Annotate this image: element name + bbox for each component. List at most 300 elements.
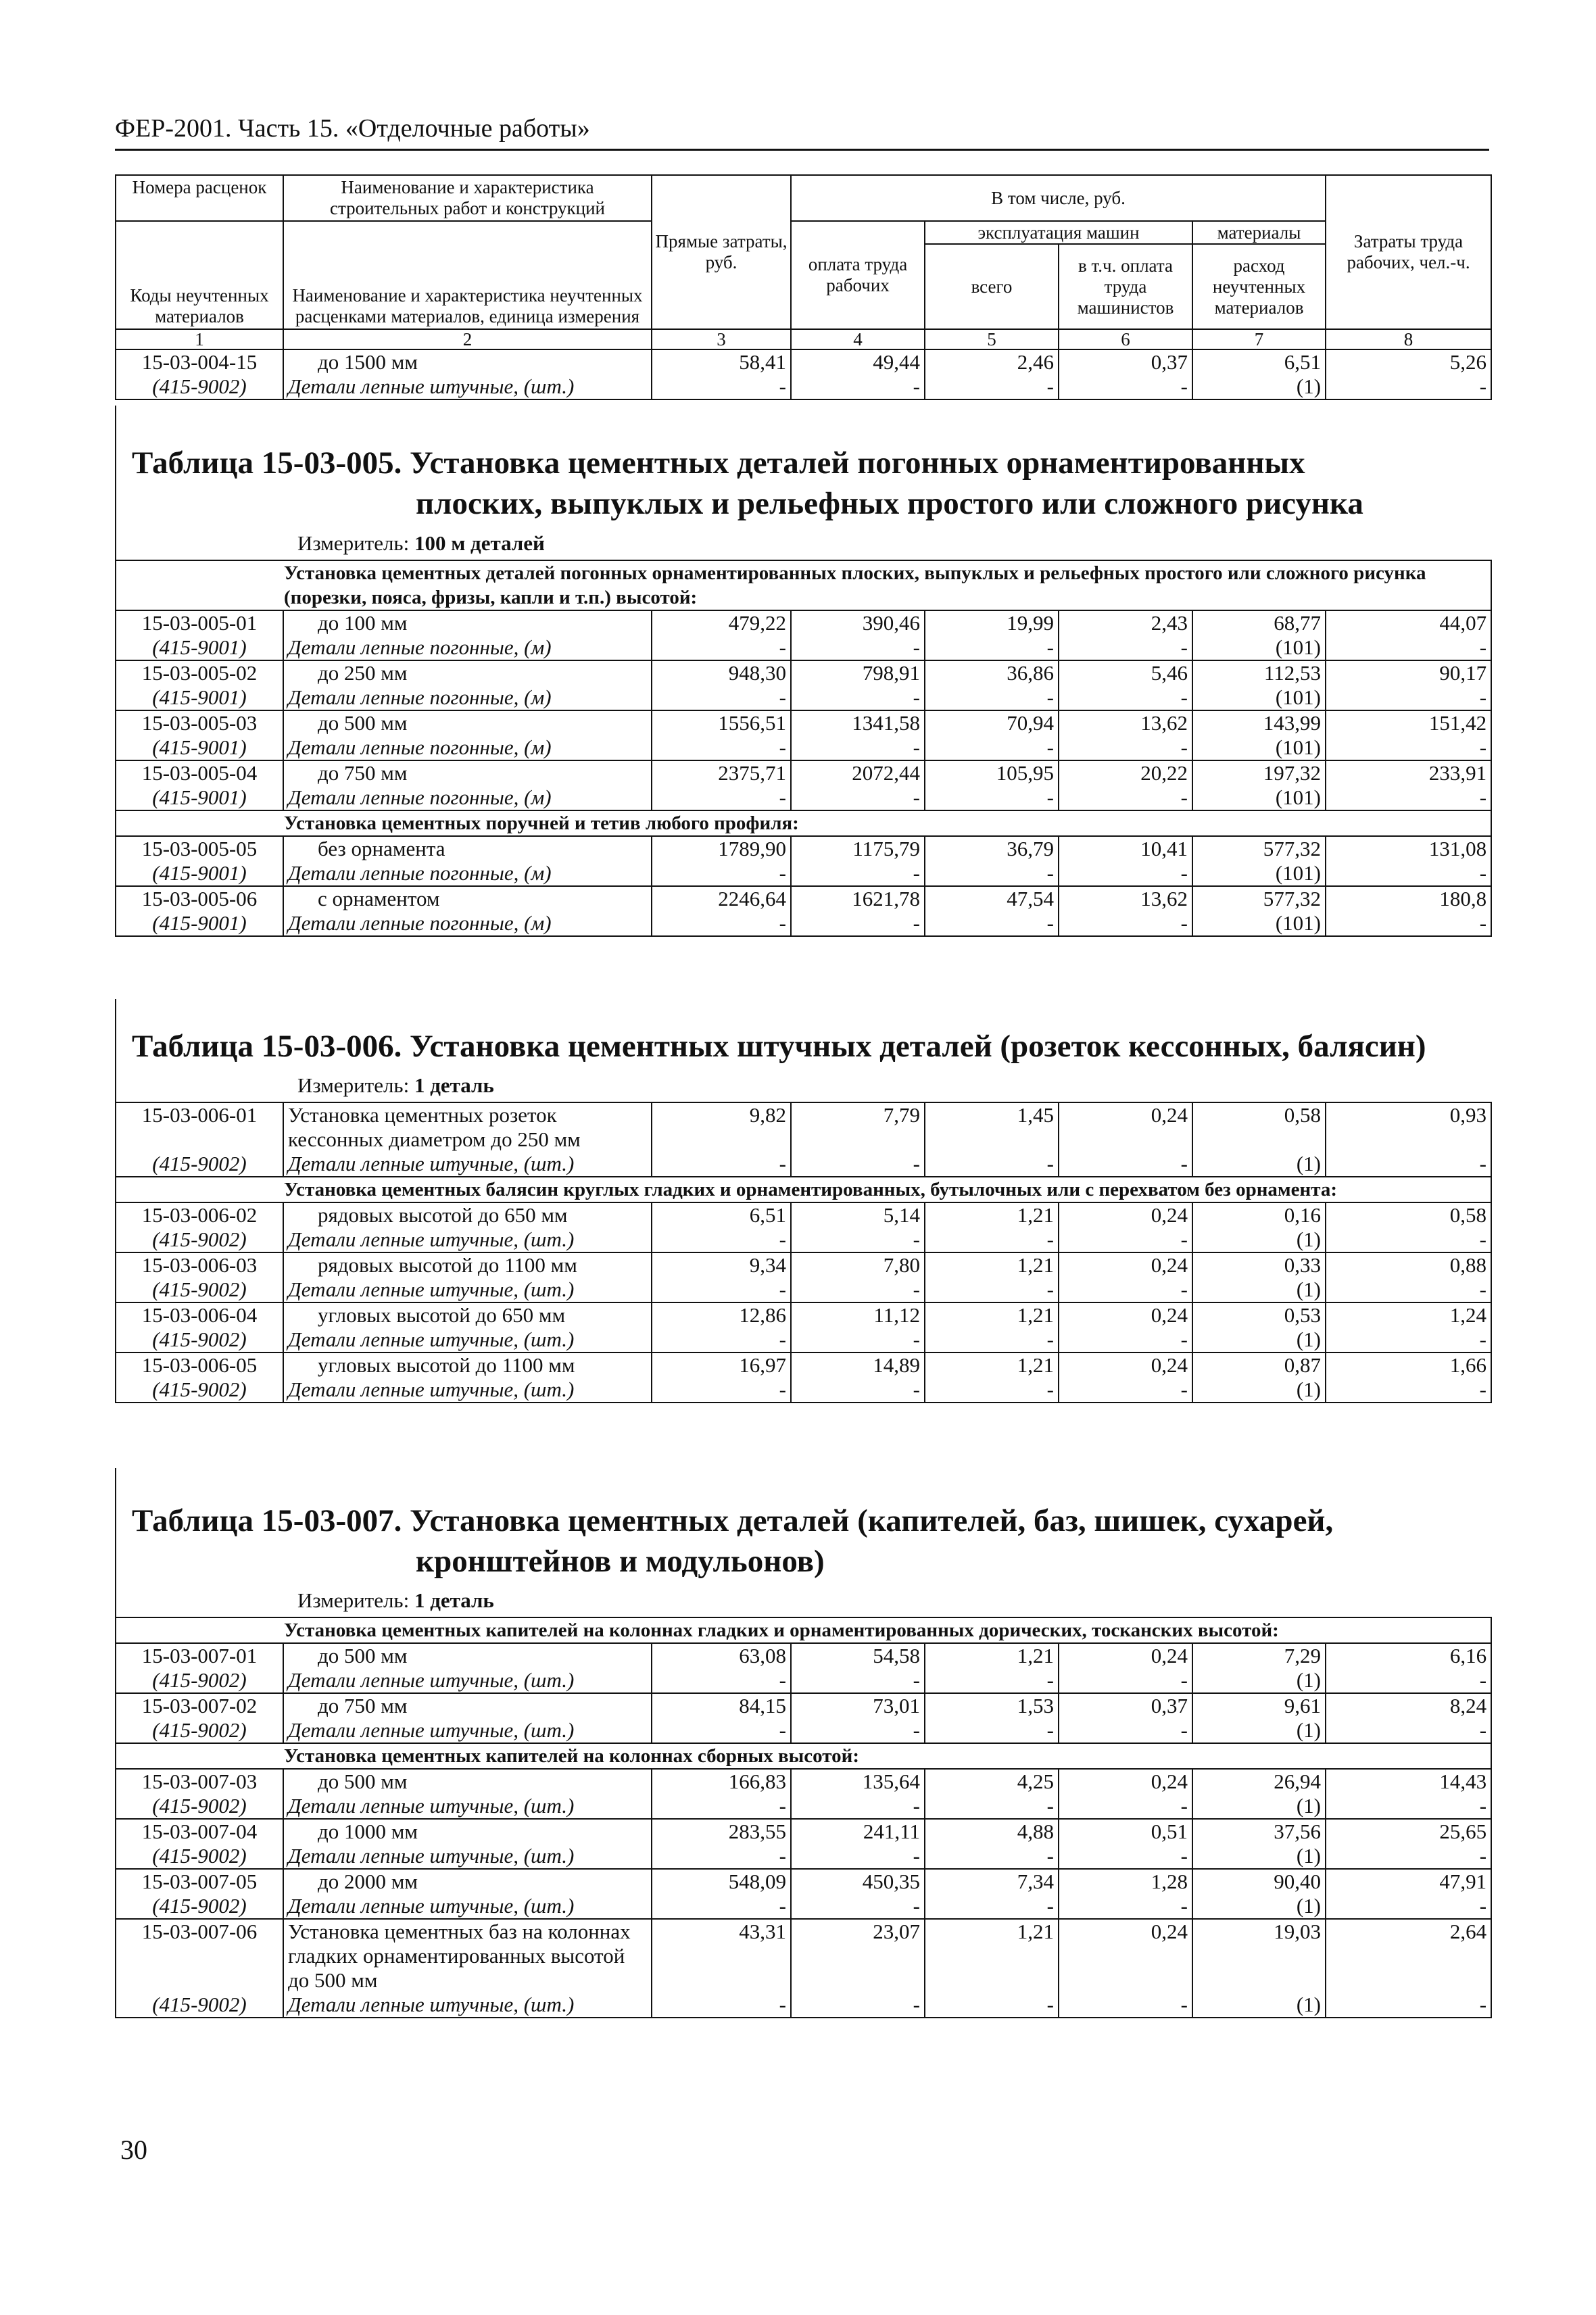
table-row xyxy=(116,886,1491,911)
column-number: 7 xyxy=(1192,329,1326,349)
value-cell: 548,09 xyxy=(652,1869,791,1894)
rate-code: 15-03-007-03 xyxy=(116,1769,283,1794)
material-value-cell: - xyxy=(1059,1993,1192,2018)
material-value-cell: - xyxy=(1059,1894,1192,1919)
material-name: Детали лепные штучные, (шт.) xyxy=(283,1993,652,2018)
value-cell: 0,87 xyxy=(1192,1353,1326,1378)
value-cell: 9,34 xyxy=(652,1252,791,1277)
frame-left-2 xyxy=(115,999,116,1102)
rate-code: 15-03-005-05 xyxy=(116,836,283,861)
value-cell: 11,12 xyxy=(791,1302,925,1327)
table-row xyxy=(116,836,1491,861)
material-value-cell: - xyxy=(1059,635,1192,660)
material-value-cell: - xyxy=(1326,1227,1491,1252)
value-cell: 135,64 xyxy=(791,1769,925,1794)
material-value-cell: - xyxy=(1326,1844,1491,1869)
material-value-cell: - xyxy=(1326,861,1491,886)
header-rule xyxy=(115,149,1489,151)
table-row xyxy=(116,1252,1491,1277)
rate-code: 15-03-005-02 xyxy=(116,660,283,685)
material-name: Детали лепные штучные, (шт.) xyxy=(283,1152,652,1177)
material-value-cell: - xyxy=(791,374,925,399)
table-title-005-line2: плоских, выпуклых и рельефных простого или сложного рисунка xyxy=(416,486,1363,521)
value-cell: 14,89 xyxy=(791,1353,925,1378)
value-cell: 1556,51 xyxy=(652,710,791,735)
table-row xyxy=(116,760,1491,785)
work-name: до 500 мм xyxy=(283,1643,652,1668)
col-header-material-usage: расход неучтенных материалов xyxy=(1192,244,1326,329)
value-cell: 1,21 xyxy=(925,1252,1059,1277)
material-value-cell: - xyxy=(652,1152,791,1177)
material-value-cell: - xyxy=(1326,635,1491,660)
material-value-cell: - xyxy=(791,861,925,886)
material-value-cell: - xyxy=(1059,1152,1192,1177)
material-value-cell: - xyxy=(652,1794,791,1819)
column-number: 2 xyxy=(283,329,652,349)
table-row xyxy=(116,610,1491,635)
value-cell: 47,91 xyxy=(1326,1869,1491,1894)
material-value-cell: - xyxy=(925,1894,1059,1919)
material-value-cell: - xyxy=(791,785,925,810)
work-name: до 500 мм xyxy=(283,1769,652,1794)
value-cell: 2,64 xyxy=(1326,1919,1491,1993)
value-cell: 2072,44 xyxy=(791,760,925,785)
value-cell: 8,24 xyxy=(1326,1693,1491,1718)
material-value-cell: - xyxy=(1326,374,1491,399)
subheading-row xyxy=(116,1177,1491,1202)
table-title-005 xyxy=(132,443,1363,524)
material-value-cell: (1) xyxy=(1192,1277,1326,1302)
material-name: Детали лепные погонные, (м) xyxy=(283,785,652,810)
value-cell: 68,77 xyxy=(1192,610,1326,635)
rate-code: 15-03-006-02 xyxy=(116,1202,283,1227)
table-row xyxy=(116,660,1491,685)
material-value-cell: - xyxy=(925,911,1059,936)
table-row xyxy=(116,1643,1491,1668)
material-row xyxy=(116,685,1491,710)
material-row xyxy=(116,1378,1491,1403)
rate-code: 15-03-004-15 xyxy=(116,349,283,374)
material-value-cell: - xyxy=(652,1227,791,1252)
material-value-cell: (1) xyxy=(1192,1993,1326,2018)
material-value-cell: - xyxy=(652,911,791,936)
table-title-007-line2: кронштейнов и модульонов) xyxy=(416,1544,825,1579)
col-header-wages: оплата труда рабочих xyxy=(791,221,925,329)
material-name: Детали лепные погонные, (м) xyxy=(283,635,652,660)
value-cell: 7,29 xyxy=(1192,1643,1326,1668)
column-number: 1 xyxy=(116,329,283,349)
measure-value: 100 м деталей xyxy=(414,531,545,555)
value-cell: 166,83 xyxy=(652,1769,791,1794)
material-row xyxy=(116,1844,1491,1869)
material-value-cell: - xyxy=(1059,735,1192,760)
material-code: (415-9002) xyxy=(116,1894,283,1919)
column-number: 3 xyxy=(652,329,791,349)
material-value-cell: - xyxy=(652,735,791,760)
table-006 xyxy=(115,1102,1492,1403)
col-header-operator-wages: в т.ч. оплата труда машинистов xyxy=(1059,244,1192,329)
value-cell: 1341,58 xyxy=(791,710,925,735)
material-value-cell: - xyxy=(791,685,925,710)
material-value-cell: - xyxy=(791,1844,925,1869)
col-header-material-codes: Коды неучтенных материалов xyxy=(116,221,283,329)
table-row xyxy=(116,1353,1491,1378)
material-code: (415-9002) xyxy=(116,1668,283,1693)
material-value-cell: (1) xyxy=(1192,1327,1326,1353)
value-cell: 47,54 xyxy=(925,886,1059,911)
material-value-cell: - xyxy=(652,1668,791,1693)
value-cell: 7,80 xyxy=(791,1252,925,1277)
material-name: Детали лепные штучные, (шт.) xyxy=(283,1894,652,1919)
value-cell: 0,58 xyxy=(1326,1202,1491,1227)
material-value-cell: - xyxy=(652,861,791,886)
material-row xyxy=(116,911,1491,936)
value-cell: 450,35 xyxy=(791,1869,925,1894)
value-cell: 20,22 xyxy=(1059,760,1192,785)
material-value-cell: - xyxy=(791,1378,925,1403)
material-value-cell: - xyxy=(1326,911,1491,936)
material-row xyxy=(116,785,1491,810)
work-name: до 500 мм xyxy=(283,710,652,735)
value-cell: 54,58 xyxy=(791,1643,925,1668)
page-header: ФЕР-2001. Часть 15. «Отделочные работы» xyxy=(115,114,590,143)
value-cell: 577,32 xyxy=(1192,836,1326,861)
material-value-cell: - xyxy=(791,1152,925,1177)
material-value-cell: (101) xyxy=(1192,911,1326,936)
column-number: 5 xyxy=(925,329,1059,349)
material-row xyxy=(116,1152,1491,1177)
value-cell: 7,34 xyxy=(925,1869,1059,1894)
material-name: Детали лепные штучные, (шт.) xyxy=(283,1718,652,1743)
material-value-cell: - xyxy=(925,374,1059,399)
material-value-cell: - xyxy=(1326,1894,1491,1919)
material-value-cell: - xyxy=(925,1227,1059,1252)
measure-007 xyxy=(297,1588,494,1613)
material-value-cell: - xyxy=(652,1378,791,1403)
work-name: рядовых высотой до 650 мм xyxy=(283,1202,652,1227)
value-cell: 16,97 xyxy=(652,1353,791,1378)
work-name: до 2000 мм xyxy=(283,1869,652,1894)
value-cell: 112,53 xyxy=(1192,660,1326,685)
material-code: (415-9001) xyxy=(116,635,283,660)
value-cell: 13,62 xyxy=(1059,886,1192,911)
work-name: до 1000 мм xyxy=(283,1819,652,1844)
material-value-cell: (101) xyxy=(1192,685,1326,710)
material-value-cell: - xyxy=(791,735,925,760)
value-cell: 131,08 xyxy=(1326,836,1491,861)
measure-value: 1 деталь xyxy=(414,1073,494,1097)
value-cell: 948,30 xyxy=(652,660,791,685)
material-value-cell: - xyxy=(791,1668,925,1693)
rate-code: 15-03-006-01 xyxy=(116,1102,283,1152)
rate-code: 15-03-006-05 xyxy=(116,1353,283,1378)
material-value-cell: - xyxy=(925,1277,1059,1302)
material-value-cell: - xyxy=(1059,861,1192,886)
work-name: без орнамента xyxy=(283,836,652,861)
material-value-cell: - xyxy=(1326,735,1491,760)
value-cell: 63,08 xyxy=(652,1643,791,1668)
material-value-cell: (1) xyxy=(1192,1894,1326,1919)
col-header-codes: Номера расценок xyxy=(116,175,283,221)
rate-code: 15-03-006-03 xyxy=(116,1252,283,1277)
value-cell: 26,94 xyxy=(1192,1769,1326,1794)
value-cell: 1621,78 xyxy=(791,886,925,911)
value-cell: 180,8 xyxy=(1326,886,1491,911)
rate-code: 15-03-006-04 xyxy=(116,1302,283,1327)
material-code: (415-9002) xyxy=(116,1277,283,1302)
value-cell: 10,41 xyxy=(1059,836,1192,861)
subheading: Установка цементных балясин круглых гладких и орнаментированных, бутылочных или с перехватом без орнамента: xyxy=(116,1177,1491,1202)
value-cell: 0,24 xyxy=(1059,1919,1192,1993)
subheading: Установка цементных капителей на колоннах сборных высотой: xyxy=(116,1743,1491,1769)
material-code: (415-9001) xyxy=(116,785,283,810)
value-cell: 197,32 xyxy=(1192,760,1326,785)
value-cell: 2,43 xyxy=(1059,610,1192,635)
material-value-cell: - xyxy=(1059,685,1192,710)
value-cell: 798,91 xyxy=(791,660,925,685)
material-value-cell: (1) xyxy=(1192,1794,1326,1819)
material-value-cell: - xyxy=(1059,1794,1192,1819)
subheading: Установка цементных деталей погонных орнаментированных плоских, выпуклых и рельефных простого или сложного рисунка (порезки, пояса, фризы, капли и т.п.) высотой: xyxy=(116,560,1491,610)
value-cell: 5,26 xyxy=(1326,349,1491,374)
value-cell: 37,56 xyxy=(1192,1819,1326,1844)
value-cell: 6,51 xyxy=(652,1202,791,1227)
material-value-cell: - xyxy=(791,911,925,936)
value-cell: 1,21 xyxy=(925,1643,1059,1668)
value-cell: 241,11 xyxy=(791,1819,925,1844)
material-value-cell: (1) xyxy=(1192,1152,1326,1177)
material-value-cell: - xyxy=(925,1993,1059,2018)
work-name: угловых высотой до 1100 мм xyxy=(283,1353,652,1378)
rate-code: 15-03-007-06 xyxy=(116,1919,283,1993)
value-cell: 1,21 xyxy=(925,1202,1059,1227)
material-name: Детали лепные штучные, (шт.) xyxy=(283,374,652,399)
value-cell: 7,79 xyxy=(791,1102,925,1152)
value-cell: 13,62 xyxy=(1059,710,1192,735)
measure-label: Измеритель: xyxy=(297,1073,410,1097)
material-row xyxy=(116,635,1491,660)
table-title-007 xyxy=(132,1501,1333,1582)
table-row xyxy=(116,1869,1491,1894)
value-cell: 105,95 xyxy=(925,760,1059,785)
measure-005 xyxy=(297,531,545,556)
value-cell: 0,58 xyxy=(1192,1102,1326,1152)
material-value-cell: - xyxy=(791,1227,925,1252)
material-value-cell: - xyxy=(1059,1844,1192,1869)
material-value-cell: - xyxy=(652,1844,791,1869)
value-cell: 1,21 xyxy=(925,1302,1059,1327)
material-value-cell: (101) xyxy=(1192,735,1326,760)
material-value-cell: - xyxy=(1059,1378,1192,1403)
value-cell: 0,24 xyxy=(1059,1353,1192,1378)
rate-code: 15-03-007-01 xyxy=(116,1643,283,1668)
value-cell: 5,46 xyxy=(1059,660,1192,685)
header-table xyxy=(115,174,1492,400)
column-number: 8 xyxy=(1326,329,1491,349)
value-cell: 479,22 xyxy=(652,610,791,635)
value-cell: 0,37 xyxy=(1059,1693,1192,1718)
material-row xyxy=(116,1794,1491,1819)
value-cell: 143,99 xyxy=(1192,710,1326,735)
value-cell: 9,82 xyxy=(652,1102,791,1152)
value-cell: 2246,64 xyxy=(652,886,791,911)
material-code: (415-9002) xyxy=(116,1993,283,2018)
material-name: Детали лепные штучные, (шт.) xyxy=(283,1378,652,1403)
column-number: 4 xyxy=(791,329,925,349)
column-number: 6 xyxy=(1059,329,1192,349)
material-value-cell: - xyxy=(925,1844,1059,1869)
work-name: до 1500 мм xyxy=(283,349,652,374)
material-value-cell: - xyxy=(1059,1227,1192,1252)
material-value-cell: - xyxy=(925,1718,1059,1743)
value-cell: 14,43 xyxy=(1326,1769,1491,1794)
material-code: (415-9002) xyxy=(116,1227,283,1252)
col-header-direct-costs: Прямые затраты, руб. xyxy=(652,175,791,329)
material-row xyxy=(116,1327,1491,1353)
material-code: (415-9001) xyxy=(116,685,283,710)
value-cell: 36,79 xyxy=(925,836,1059,861)
value-cell: 12,86 xyxy=(652,1302,791,1327)
measure-label: Измеритель: xyxy=(297,1588,410,1612)
rate-code: 15-03-007-02 xyxy=(116,1693,283,1718)
rate-code: 15-03-005-04 xyxy=(116,760,283,785)
page-number: 30 xyxy=(120,2135,147,2165)
value-cell: 1,24 xyxy=(1326,1302,1491,1327)
measure-label: Измеритель: xyxy=(297,531,410,555)
material-value-cell: - xyxy=(652,374,791,399)
value-cell: 0,16 xyxy=(1192,1202,1326,1227)
value-cell: 0,51 xyxy=(1059,1819,1192,1844)
material-value-cell: (1) xyxy=(1192,374,1326,399)
value-cell: 390,46 xyxy=(791,610,925,635)
subheading: Установка цементных поручней и тетив любого профиля: xyxy=(116,810,1491,836)
value-cell: 9,61 xyxy=(1192,1693,1326,1718)
material-value-cell: - xyxy=(791,1894,925,1919)
col-header-material-names: Наименование и характеристика неучтенных расценками материалов, единица измерения xyxy=(283,221,652,329)
col-header-name: Наименование и характеристика строительных работ и конструкций xyxy=(283,175,652,221)
material-value-cell: (101) xyxy=(1192,785,1326,810)
value-cell: 0,88 xyxy=(1326,1252,1491,1277)
table-title-005-line1: Таблица 15-03-005. Установка цементных деталей погонных орнаментированных xyxy=(132,445,1305,481)
material-name: Детали лепные штучные, (шт.) xyxy=(283,1844,652,1869)
col-header-materials: материалы xyxy=(1192,221,1326,244)
rate-code: 15-03-007-04 xyxy=(116,1819,283,1844)
value-cell: 90,17 xyxy=(1326,660,1491,685)
table-row xyxy=(116,710,1491,735)
work-name: с орнаментом xyxy=(283,886,652,911)
material-value-cell: (101) xyxy=(1192,635,1326,660)
value-cell: 1,53 xyxy=(925,1693,1059,1718)
value-cell: 2375,71 xyxy=(652,760,791,785)
table-row xyxy=(116,1202,1491,1227)
rate-code: 15-03-005-01 xyxy=(116,610,283,635)
material-value-cell: - xyxy=(1059,785,1192,810)
work-name: до 250 мм xyxy=(283,660,652,685)
value-cell: 1,28 xyxy=(1059,1869,1192,1894)
material-name: Детали лепные штучные, (шт.) xyxy=(283,1227,652,1252)
col-header-machines: эксплуатация машин xyxy=(925,221,1192,244)
material-value-cell: - xyxy=(652,1277,791,1302)
table-row xyxy=(116,1819,1491,1844)
table-row xyxy=(116,1769,1491,1794)
work-name: Установка цементных баз на колоннах гладких орнаментированных высотой до 500 мм xyxy=(283,1919,652,1993)
material-value-cell: (1) xyxy=(1192,1227,1326,1252)
material-value-cell: - xyxy=(925,785,1059,810)
material-code: (415-9001) xyxy=(116,861,283,886)
work-name: Установка цементных розеток кессонных диаметром до 250 мм xyxy=(283,1102,652,1152)
material-row xyxy=(116,1668,1491,1693)
value-cell: 233,91 xyxy=(1326,760,1491,785)
material-row xyxy=(116,1993,1491,2018)
value-cell: 0,24 xyxy=(1059,1102,1192,1152)
material-value-cell: - xyxy=(652,1894,791,1919)
subheading-row xyxy=(116,1743,1491,1769)
material-value-cell: - xyxy=(1059,1277,1192,1302)
table-row xyxy=(116,1102,1491,1152)
material-row xyxy=(116,1227,1491,1252)
subheading-row xyxy=(116,560,1491,610)
value-cell: 0,24 xyxy=(1059,1252,1192,1277)
material-value-cell: - xyxy=(791,1993,925,2018)
material-value-cell: (1) xyxy=(1192,1668,1326,1693)
material-value-cell: - xyxy=(652,685,791,710)
material-value-cell: - xyxy=(1326,1378,1491,1403)
material-code: (415-9002) xyxy=(116,374,283,399)
table-row xyxy=(116,1919,1491,1993)
material-row xyxy=(116,1894,1491,1919)
work-name: рядовых высотой до 1100 мм xyxy=(283,1252,652,1277)
table-007 xyxy=(115,1617,1492,2018)
material-value-cell: - xyxy=(925,1668,1059,1693)
value-cell: 6,16 xyxy=(1326,1643,1491,1668)
material-value-cell: - xyxy=(1326,1718,1491,1743)
value-cell: 73,01 xyxy=(791,1693,925,1718)
value-cell: 44,07 xyxy=(1326,610,1491,635)
table-title-007-line1: Таблица 15-03-007. Установка цементных деталей (капителей, баз, шишек, сухарей, xyxy=(132,1503,1334,1538)
value-cell: 1,45 xyxy=(925,1102,1059,1152)
material-value-cell: - xyxy=(1059,911,1192,936)
value-cell: 1175,79 xyxy=(791,836,925,861)
table-row xyxy=(116,1693,1491,1718)
value-cell: 0,53 xyxy=(1192,1302,1326,1327)
work-name: до 100 мм xyxy=(283,610,652,635)
material-value-cell: - xyxy=(925,635,1059,660)
material-name: Детали лепные штучные, (шт.) xyxy=(283,1277,652,1302)
material-name: Детали лепные штучные, (шт.) xyxy=(283,1794,652,1819)
value-cell: 23,07 xyxy=(791,1919,925,1993)
material-value-cell: - xyxy=(652,1718,791,1743)
measure-006 xyxy=(297,1073,494,1098)
value-cell: 1789,90 xyxy=(652,836,791,861)
subheading-row xyxy=(116,1617,1491,1643)
value-cell: 1,21 xyxy=(925,1919,1059,1993)
value-cell: 0,33 xyxy=(1192,1252,1326,1277)
material-value-cell: - xyxy=(791,1327,925,1353)
value-cell: 36,86 xyxy=(925,660,1059,685)
material-value-cell: - xyxy=(652,635,791,660)
material-name: Детали лепные погонные, (м) xyxy=(283,861,652,886)
material-value-cell: (1) xyxy=(1192,1718,1326,1743)
material-value-cell: - xyxy=(1326,1152,1491,1177)
material-row xyxy=(116,861,1491,886)
work-name: до 750 мм xyxy=(283,1693,652,1718)
value-cell: 90,40 xyxy=(1192,1869,1326,1894)
material-code: (415-9002) xyxy=(116,1718,283,1743)
table-005 xyxy=(115,560,1492,937)
value-cell: 19,99 xyxy=(925,610,1059,635)
material-value-cell: - xyxy=(1059,374,1192,399)
value-cell: 43,31 xyxy=(652,1919,791,1993)
